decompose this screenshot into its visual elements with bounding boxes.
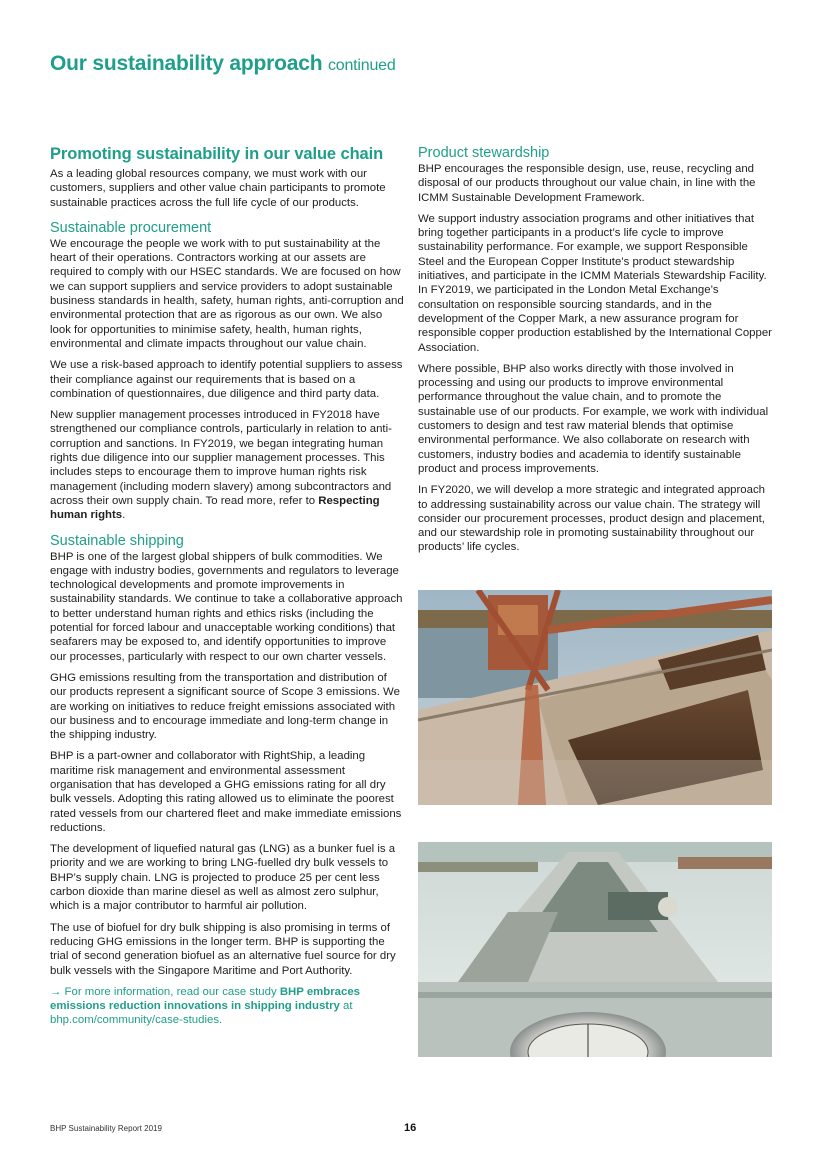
procurement-paragraph-3-text: New supplier management processes introduced in FY2018 have strengthened our compliance controls, particularly in relation to anti-corruption and sanctions. In FY2019, we began integrating human rights due diligence into our supplier management processes. This includes steps to encourage them to improve human rights risk management (including modern slavery) among subcontractors and across their own supply chain. To read more, refer to xyxy=(50,409,392,507)
ship-bridge-photo xyxy=(418,842,772,1057)
page-title-continued: continued xyxy=(327,57,396,74)
case-study-url[interactable]: at bhp.com/community/case-studies. xyxy=(50,1000,353,1027)
procurement-paragraph-1: We encourage the people we work with to put sustainability at the heart of their operations. Contractors working at our assets are required to comply with our HSEC standards. We are focused on how we can support suppliers and service providers to adopt sustainable business standards in health, safety, human rights, anti-corruption and environmental protection that are as rigorous as our own. We also look for opportunities to minimise safety, health, human rights, environmental and climate impacts throughout our value chain. xyxy=(50,237,404,350)
arrow-right-icon: → xyxy=(50,985,62,998)
case-study-link[interactable]: BHP embraces emissions reduction innovations in shipping industry xyxy=(50,985,361,1013)
case-study-pre: For more information, read our case study xyxy=(61,985,280,998)
shipping-paragraph-4: The development of liquefied natural gas (LNG) as a bunker fuel is a priority and we are working to bring LNG-fuelled dry bulk vessels to BHP’s supply chain. LNG is projected to produce 25 per cent less carbon dioxide than marine diesel as well as almost zero sulphur, which is a major contributor to harmful air pollution. xyxy=(50,843,396,913)
procurement-heading: Sustainable procurement xyxy=(50,219,212,236)
stewardship-paragraph-2: We support industry association programs and other initiatives that bring together participants in a product’s life cycle to improve sustainability performance. For example, we support Responsible Steel and the European Copper Institute’s product stewardship initiatives, and participate in the ICMM Materials Stewardship Facility. In FY2019, we participated in the London Metal Exchange’s consultation on responsible sourcing standards, and in the development of the Copper Mark, a new assurance program for responsible copper production established by the International Copper Association. xyxy=(418,212,772,354)
intro-paragraph: As a leading global resources company, we must work with our customers, suppliers and other value chain participants to promote sustainable practices across the full life cycle of our products. xyxy=(50,168,386,209)
stewardship-paragraph-4: In FY2020, we will develop a more strategic and integrated approach to addressing sustainability across our value chain. The strategy will consider our procurement processes, product design and placement, and our stewardship role in promoting sustainability throughout our products’ life cycles. xyxy=(418,484,765,554)
ship-loader-photo xyxy=(418,590,772,805)
procurement-paragraph-3-end: . xyxy=(122,509,126,522)
procurement-paragraph-2: We use a risk-based approach to identify potential suppliers to assess their compliance against our requirements that is based on a combination of questionnaires, due diligence and third party data. xyxy=(50,359,403,400)
left-column xyxy=(50,145,404,1035)
shipping-paragraph-2: GHG emissions resulting from the transportation and distribution of our products represent a significant source of Scope 3 emissions. We are working on initiatives to reduce freight emissions associated with our business and to encourage immediate and long-term change in the shipping industry. xyxy=(50,671,400,742)
shipping-paragraph-5: The use of biofuel for dry bulk shipping is also promising in terms of reducing GHG emissions in the longer term. BHP is supporting the trial of second generation biofuel as an alternative fuel source for dry bulk vessels with the Singapore Maritime and Port Authority. xyxy=(50,921,396,977)
stewardship-heading: Product stewardship xyxy=(418,145,550,161)
right-column xyxy=(418,145,772,562)
page-title xyxy=(50,52,396,76)
shipping-heading: Sustainable shipping xyxy=(50,532,184,549)
shipping-paragraph-3: BHP is a part-owner and collaborator with RightShip, a leading maritime risk management and environmental assessment organisation that has developed a GHG emissions rating for all dry bulk vessels. Adopting this rating allowed us to eliminate the poorest rated vessels from our chartered fleet and make immediate emissions reductions. xyxy=(50,750,402,834)
respecting-human-rights-link[interactable]: Respecting human rights xyxy=(50,494,380,522)
stewardship-paragraph-3: Where possible, BHP also works directly with those involved in processing and using our products to improve environmental performance throughout the value chain, and to promote the sustainable use of our products. For example, we work with individual customers to design and test raw material blends that optimise environmental performance. We also collaborate on research with customers, industry bodies and academia to identify sustainable product and process improvements. xyxy=(418,362,769,475)
procurement-paragraph-3 xyxy=(50,408,404,522)
shipping-paragraph-1: BHP is one of the largest global shippers of bulk commodities. We engage with industry bodies, governments and regulators to leverage technological developments and promote improvements in sustainability standards. We continue to take a collaborative approach to better understand human rights and ethics risks (including the potential for forced labour and unacceptable working conditions) that seafarers may be exposed to, and identify opportunities to improve our processes, particularly with respect to our own charter vessels. xyxy=(50,550,403,663)
case-study-callout xyxy=(50,985,404,1028)
stewardship-paragraph-1: BHP encourages the responsible design, use, reuse, recycling and disposal of our products throughout our value chain, in line with the ICMM Sustainable Development Framework. xyxy=(418,163,756,204)
section-title: Promoting sustainability in our value chain xyxy=(50,145,384,163)
page-number: 16 xyxy=(404,1122,417,1134)
footer-report-name: BHP Sustainability Report 2019 xyxy=(50,1124,162,1133)
page-title-main: Our sustainability approach xyxy=(50,52,323,75)
